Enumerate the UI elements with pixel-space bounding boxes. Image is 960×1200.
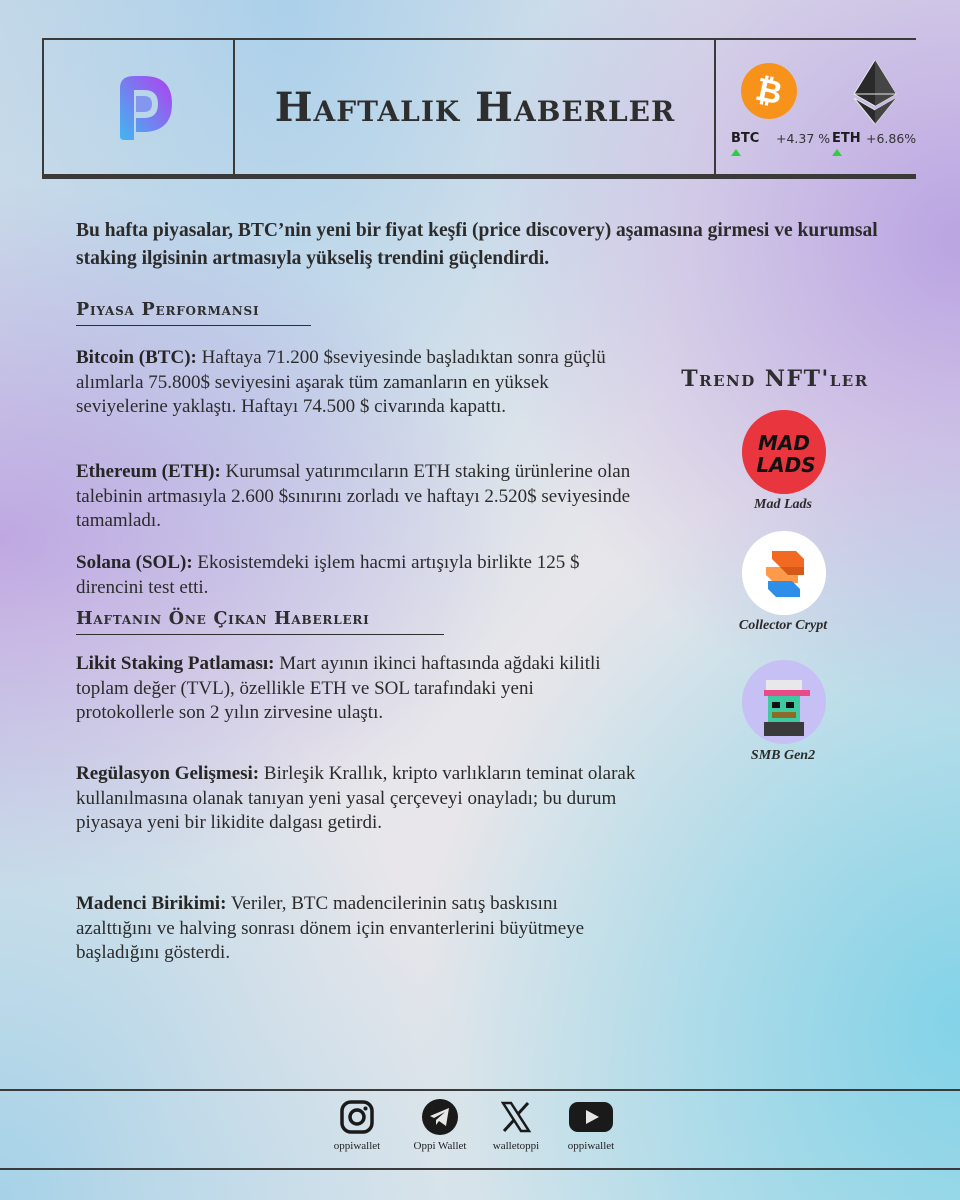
header-bottom-rule (42, 174, 916, 179)
market-item-text: Haftaya 71.200 $seviyesinde başladıktan sonra güçlü alımlarla 75.800$ seviyesini aşarak tüm zamanların en yüksek seviyelerine yaklaştı. Haftayı 74.500 $ civarında kapattı. (76, 347, 606, 417)
mad-lads-logo-icon (742, 410, 826, 494)
header-top-rule (42, 38, 916, 40)
bitcoin-icon (740, 62, 798, 120)
btc-up-icon (731, 149, 741, 156)
smb-gen2-logo-icon (742, 660, 826, 744)
market-item-label: Bitcoin (BTC): (76, 347, 197, 368)
market-item-label: Solana (SOL): (76, 552, 193, 573)
market-item-text: Kurumsal yatırımcıların ETH staking ürünlerine olan talebinin artmasıyla 2.600 $sınırını zorladı ve haftayı 2.520$ seviyesinde tamamladı. (76, 461, 631, 531)
header-divider-title-right (714, 38, 716, 176)
market-item-eth (76, 460, 636, 534)
intro-text: Bu hafta piyasalar, BTC’nin yeni bir fiyat keşfi (price discovery) aşamasına girmesi ve kurumsal staking ilgisinin artmasıyla yükseliş trendini güçlendirdi. (76, 220, 878, 269)
market-item-sol (76, 551, 636, 600)
oppi-logo-icon (106, 72, 178, 144)
youtube-icon[interactable] (568, 1099, 614, 1135)
nft-name-smb-gen2: SMB Gen2 (750, 748, 816, 763)
collector-crypt-avatar (742, 531, 826, 615)
smb-gen2-avatar (742, 660, 826, 744)
telegram-handle[interactable]: Oppi Wallet (413, 1140, 467, 1152)
market-item-text: Ekosistemdeki işlem hacmi artışıyla birlikte 125 $ direncini test etti. (76, 552, 580, 598)
collector-crypt-logo-icon (742, 531, 826, 615)
mad-lads-logo-line2: LADS (756, 453, 816, 477)
news-item-label: Likit Staking Patlaması: (76, 653, 275, 674)
news-item-regulation (76, 762, 636, 836)
eth-symbol: ETH (832, 131, 861, 146)
youtube-handle[interactable]: oppiwallet (567, 1140, 615, 1152)
news-section-title: Haftanın Öne Çıkan Haberleri (76, 609, 444, 635)
eth-change: +6.86% (866, 131, 917, 146)
svg-text:₿: ₿ (752, 69, 786, 113)
news-item-staking (76, 652, 636, 726)
x-icon[interactable] (498, 1099, 534, 1135)
ethereum-icon (852, 60, 898, 124)
news-item-text: Veriler, BTC madencilerinin satış baskısını azalttığını ve halving sonrası dönem için envanterlerini büyütmeye başladığını gösterdi. (76, 893, 585, 963)
nft-section-title: Trend NFT'ler (681, 366, 869, 392)
instagram-handle[interactable]: oppiwallet (333, 1140, 381, 1152)
btc-change: +4.37 % (776, 131, 831, 146)
header-divider-left (42, 38, 44, 176)
news-item-text: Mart ayının ikinci haftasında ağdaki kilitli toplam değer (TVL), özellikle ETH ve SOL tarafındaki yeni protokollerle son 2 yılın zirvesine ulaştı. (76, 653, 601, 723)
eth-up-icon (832, 149, 842, 156)
news-item-label: Madenci Birikimi: (76, 893, 227, 914)
market-item-label: Ethereum (ETH): (76, 461, 221, 482)
news-item-miners (76, 892, 636, 966)
footer-top-rule (0, 1089, 960, 1091)
btc-symbol: BTC (731, 131, 760, 146)
news-item-label: Regülasyon Gelişmesi: (76, 763, 260, 784)
mad-lads-avatar (742, 410, 826, 494)
footer-bottom-rule (0, 1168, 960, 1170)
nft-name-mad-lads: Mad Lads (754, 497, 812, 512)
instagram-icon[interactable] (339, 1099, 375, 1135)
mad-lads-logo-line1: MAD (758, 431, 810, 455)
page-title: Haftalık Haberler (274, 84, 676, 131)
market-section-title: Piyasa Performansı (76, 300, 311, 326)
header-divider-title-left (233, 38, 235, 176)
nft-name-collector-crypt: Collector Crypt (738, 618, 828, 633)
telegram-icon[interactable] (422, 1099, 458, 1135)
market-item-btc (76, 346, 636, 420)
news-item-text: Birleşik Krallık, kripto varlıkların teminat olarak kullanılmasına olanak tanıyan yeni yasal çerçeveyi onayladı; bu durum piyasaya yeni bir likidite dalgası getirdi. (76, 763, 636, 833)
x-handle[interactable]: walletoppi (492, 1140, 540, 1152)
